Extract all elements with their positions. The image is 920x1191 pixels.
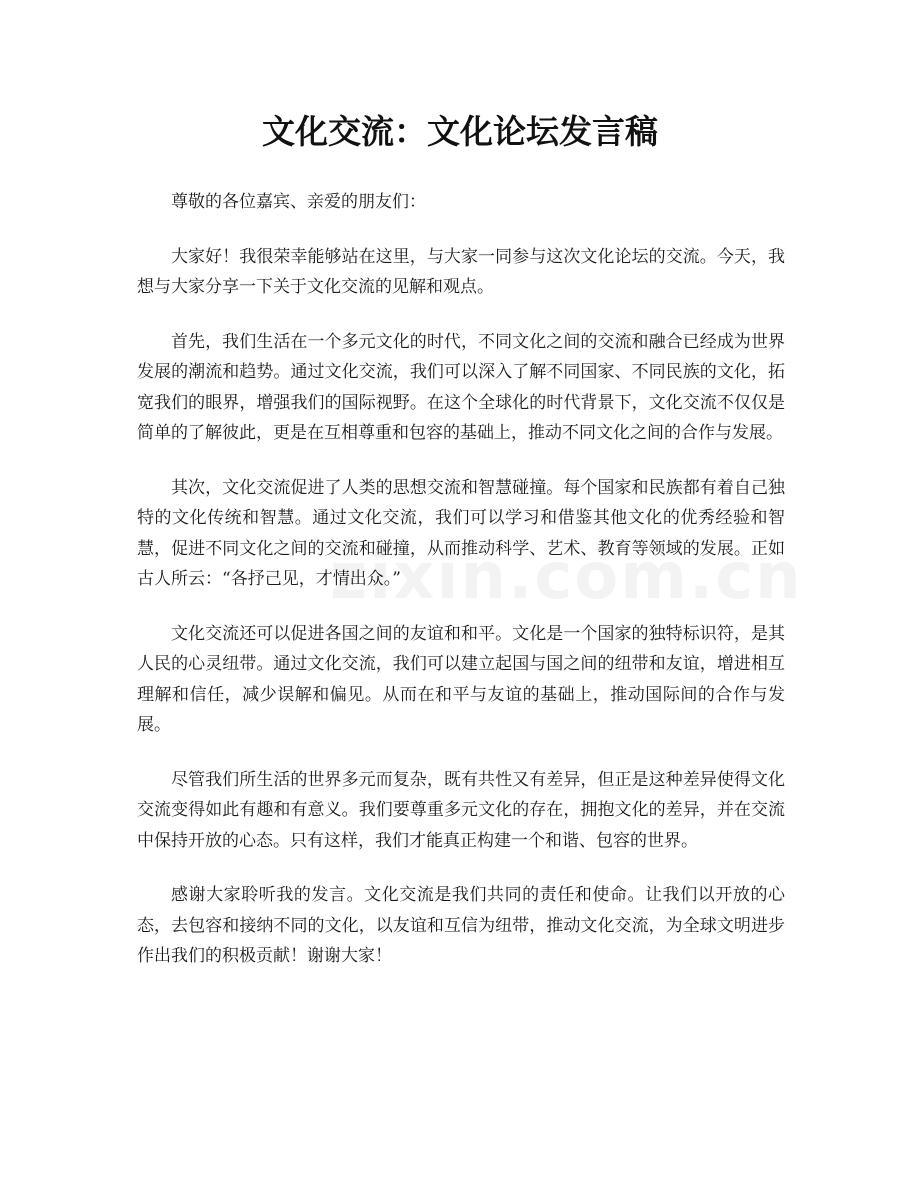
body-paragraph: 文化交流还可以促进各国之间的友谊和和平。文化是一个国家的独特标识符，是其人民的心灵纽带。通过文化交流，我们可以建立起国与国之间的纽带和友谊，增进相互理解和信任，减少误解和偏见。从而在和平与友谊的基础上，推动国际间的合作与发展。 (137, 623, 785, 735)
closing-paragraph: 感谢大家聆听我的发言。文化交流是我们共同的责任和使命。让我们以开放的心态，去包容和接纳不同的文化，以友谊和互信为纽带，推动文化交流，为全球文明进步作出我们的积极贡献！谢谢大家！ (137, 885, 785, 966)
document-title: 文化交流：文化论坛发言稿 (262, 112, 658, 151)
body-paragraph: 首先，我们生活在一个多元文化的时代，不同文化之间的交流和融合已经成为世界发展的潮流和趋势。通过文化交流，我们可以深入了解不同国家、不同民族的文化，拓宽我们的眼界，增强我们的国际视野。在这个全球化的时代背景下，文化交流不仅仅是简单的了解彼此，更是在互相尊重和包容的基础上，推动不同文化之间的合作与发展。 (137, 331, 785, 443)
greeting-paragraph: 大家好！我很荣幸能够站在这里，与大家一同参与这次文化论坛的交流。今天，我想与大家分享一下关于文化交流的见解和观点。 (137, 246, 785, 297)
body-paragraph: 尽管我们所生活的世界多元而复杂，既有共性又有差异，但正是这种差异使得文化交流变得如此有趣和有意义。我们要尊重多元文化的存在，拥抱文化的差异，并在交流中保持开放的心态。只有这样，我们才能真正构建一个和谐、包容的世界。 (137, 769, 785, 851)
body-paragraph: 其次，文化交流促进了人类的思想交流和智慧碰撞。每个国家和民族都有着自己独特的文化传统和智慧。通过文化交流，我们可以学习和借鉴其他文化的优秀经验和智慧，促进不同文化之间的交流和碰撞，从而推动科学、艺术、教育等领域的发展。正如古人所云：“各抒己见，才情出众。” (137, 477, 785, 589)
salutation-paragraph: 尊敬的各位嘉宾、亲爱的朋友们： (171, 192, 426, 212)
document-body (137, 187, 785, 996)
